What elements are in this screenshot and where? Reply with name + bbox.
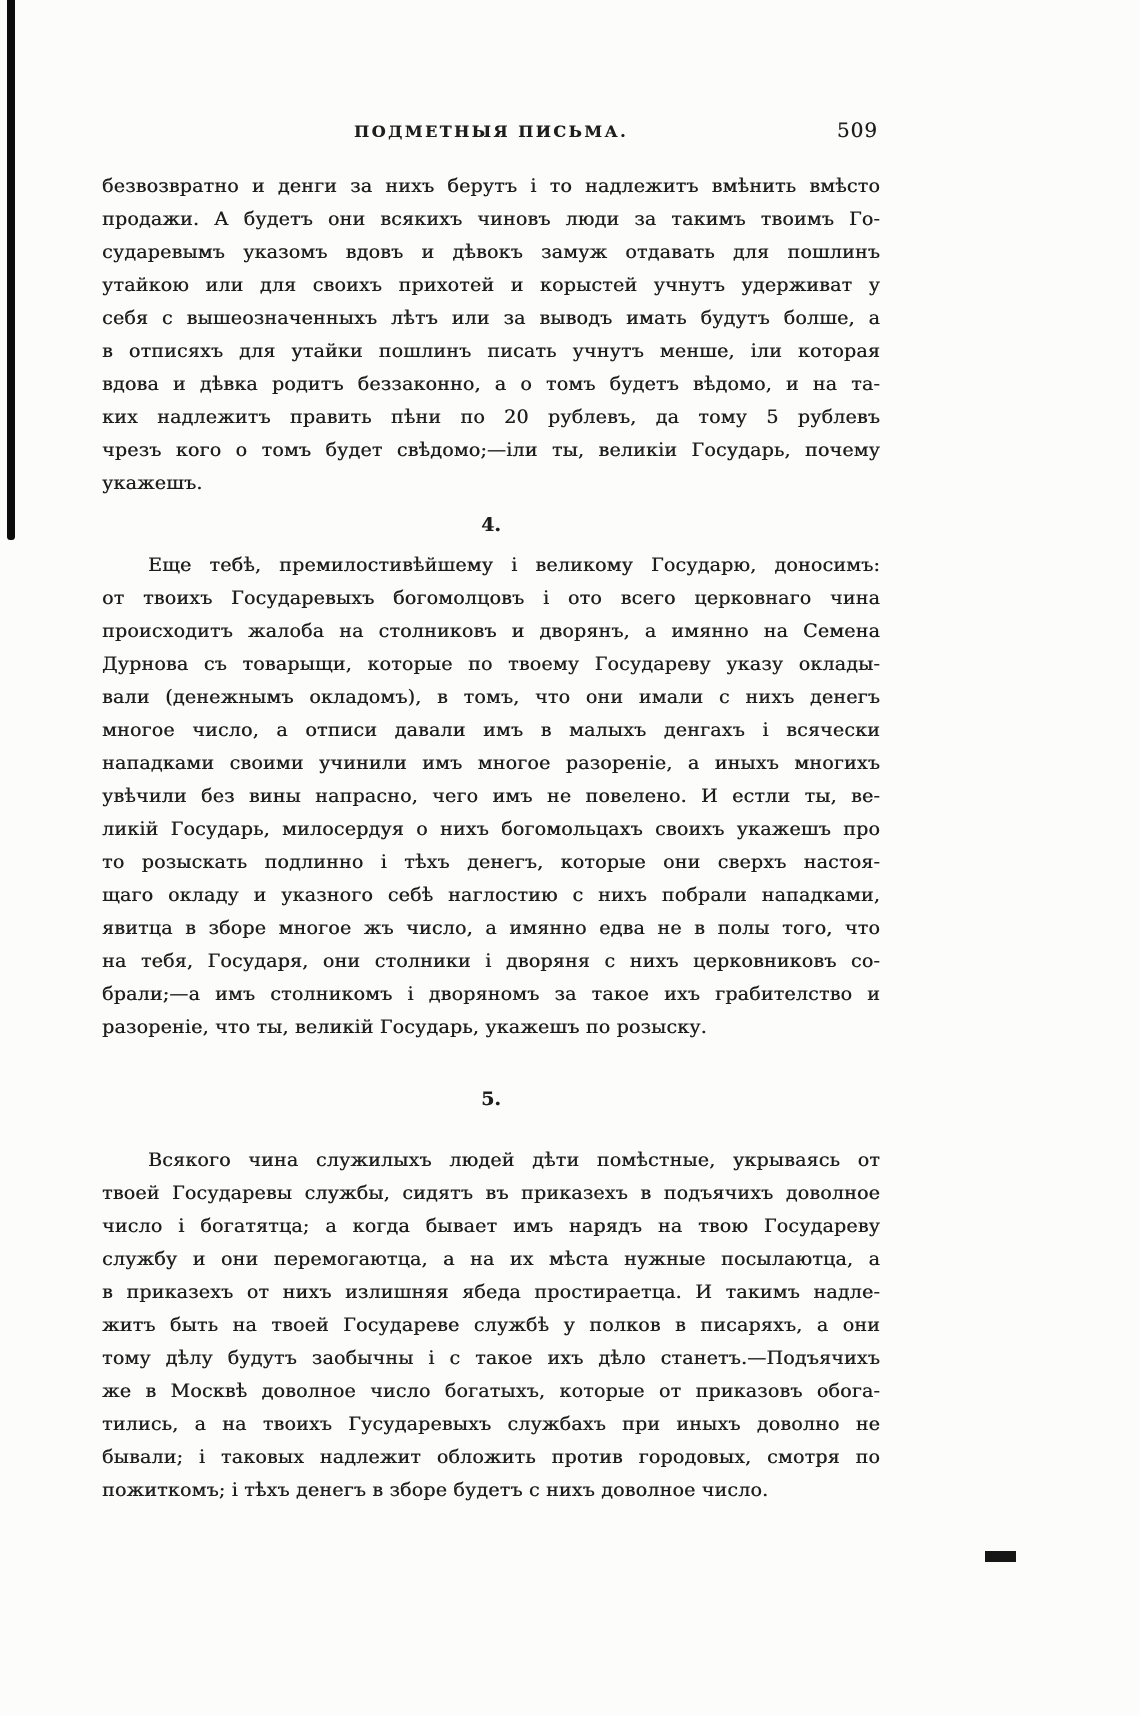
text-line: житъ быть на твоей Государеве службѣ у полков в писаряхъ, а они [102,1314,880,1336]
text-line: тому дѣлу будутъ заобычны і с такое ихъ дѣло станетъ.—Подъячихъ [102,1347,880,1369]
section-number: 5. [481,1088,501,1110]
binding-edge-bar [7,0,15,540]
text-line: разореніе, что ты, великій Государь, укажешъ по розыску. [102,1016,707,1038]
text-line: продажи. А будетъ они всякихъ чиновъ люди за такимъ твоимъ Го- [102,208,880,230]
text-line: сударевымъ указомъ вдовъ и дѣвокъ замуж отдавать для пошлинъ [102,241,880,263]
text-line: вали (денежнымъ окладомъ), в томъ, что они имали с нихъ денегъ [102,686,880,708]
text-line: явитца в зборе многое жъ число, а имянно едва не в полы того, что [102,917,880,939]
text-line: твоей Государевы службы, сидятъ въ приказехъ в подъячихъ доволное [102,1182,880,1204]
text-line: на тебя, Государя, они столники і дворяня с нихъ церковниковъ со- [102,950,880,972]
section-number: 4. [481,514,501,536]
text-line: щаго окладу и указного себѣ наглостию с нихъ побрали нападками, [102,884,880,906]
text-line: себя с вышеозначенныхъ лѣтъ или за выводъ имать будутъ болше, а [102,307,880,329]
page-body [102,170,880,1507]
text-line: Дурнова съ товарыщи, которые по твоему Государеву указу оклады- [102,653,880,675]
text-line: нападками своими учинили имъ многое разореніе, а иныхъ многихъ [102,752,880,774]
text-line: пожиткомъ; і тѣхъ денегъ в зборе будетъ с нихъ доволное число. [102,1479,769,1501]
text-line: тились, а на твоихъ Гусударевыхъ службахъ при иныхъ доволно не [102,1413,880,1435]
ink-mark [985,1551,1016,1562]
paragraph [102,170,880,500]
text-line: от твоихъ Государевыхъ богомолцовъ і ото всего церковнаго чина [102,587,880,609]
running-title: ПОДМЕТНЫЯ ПИСЬМА. [353,122,629,141]
paragraph [102,1144,880,1507]
text-line: ликій Государь, милосердуя о нихъ богомольцахъ своихъ укажешъ про [102,818,880,840]
text-line: брали;—а имъ столникомъ і дворяномъ за такое ихъ грабителство и [102,983,880,1005]
page-number: 509 [836,118,878,142]
text-line: то розыскать подлинно і тѣхъ денегъ, которые они сверхъ настоя- [102,851,880,873]
text-line: утайкою или для своихъ прихотей и корыстей учнутъ удерживат у [102,274,880,296]
text-line: службу и они перемогаютца, а на их мѣста нужные посылаютца, а [102,1248,880,1270]
text-line: же в Москвѣ доволное число богатыхъ, которые от приказовъ обога- [102,1380,880,1402]
text-line: многое число, а отписи давали имъ в малыхъ денгахъ і всячески [102,719,880,741]
text-line: в отписяхъ для утайки пошлинъ писать учнутъ менше, іли которая [102,340,880,362]
text-line: происходитъ жалоба на столниковъ и дворянъ, а имянно на Семена [102,620,880,642]
text-line: Еще тебѣ, премилостивѣйшему і великому Государю, доносимъ: [148,554,880,576]
text-line: укажешъ. [102,472,203,494]
text-line: число і богатятца; а когда бывает имъ нарядъ на твою Государеву [102,1215,880,1237]
text-column [102,118,880,1507]
text-line: Всякого чина служилыхъ людей дѣти помѣстные, укрываясь от [148,1149,880,1171]
text-line: безвозвратно и денги за нихъ берутъ і то надлежитъ вмѣнить вмѣсто [102,175,880,197]
text-line: ких надлежитъ править пѣни по 20 рублевъ, да тому 5 рублевъ [102,406,880,428]
paragraph [102,549,880,1044]
text-line: в приказехъ от нихъ излишняя ябеда простираетца. И такимъ надле- [102,1281,880,1303]
text-line: чрезъ кого о томъ будет свѣдомо;—іли ты, великіи Государь, почему [102,439,880,461]
text-line: бывали; і таковых надлежит обложить против городовых, смотря по [102,1446,880,1468]
text-line: вдова и дѣвка родитъ беззаконно, а о томъ будетъ вѣдомо, и на та- [102,373,880,395]
text-line: увѣчили без вины напрасно, чего имъ не повелено. И естли ты, ве- [102,785,880,807]
page-header [102,118,880,148]
